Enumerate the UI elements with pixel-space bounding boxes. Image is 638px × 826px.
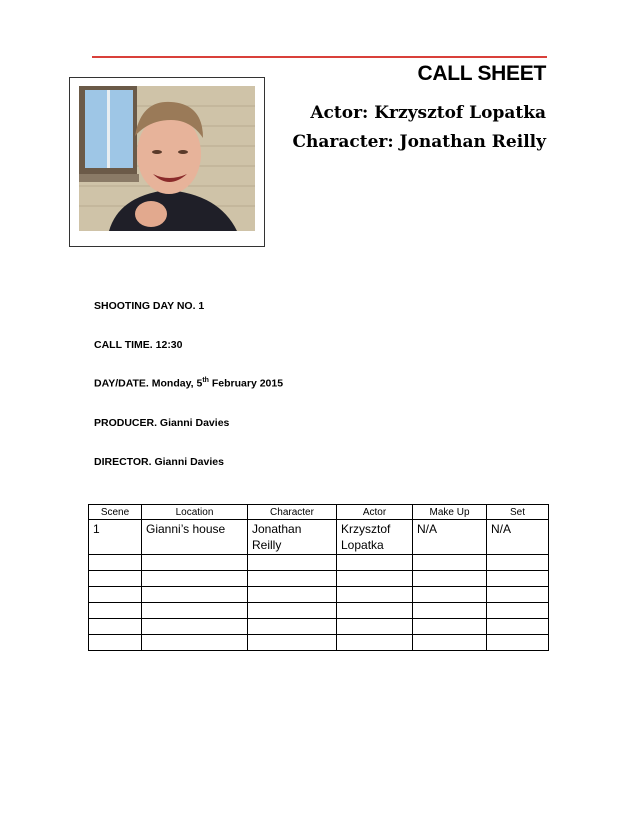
cell-empty [337,571,413,587]
cell-empty [142,603,248,619]
cell-empty [142,571,248,587]
day-date-ordinal: th [202,377,209,384]
day-date-prefix: DAY/DATE. Monday, 5 [94,377,203,390]
header-set: Set [487,505,549,520]
actor-photo [79,86,255,231]
actor-name-heading: Actor: Krzysztof Lopatka [310,103,546,123]
cell-empty [413,603,487,619]
cell-empty [487,587,549,603]
cell-empty [337,587,413,603]
cell-empty [487,619,549,635]
cell-empty [413,555,487,571]
table-header-row [89,505,549,520]
cell-empty [487,555,549,571]
header-scene: Scene [89,505,142,520]
table-row [89,520,549,555]
cell-empty [337,619,413,635]
character-name-heading: Character: Jonathan Reilly [292,132,546,152]
shooting-day: SHOOTING DAY NO. 1 [94,300,205,312]
cell-character: Jonathan Reilly [248,520,337,555]
cell-empty [337,555,413,571]
cell-empty [413,571,487,587]
cell-empty [413,587,487,603]
cell-empty [248,619,337,635]
cell-empty [413,619,487,635]
cell-empty [142,555,248,571]
cell-empty [487,571,549,587]
table-row [89,603,549,619]
header-rule [92,56,547,58]
call-time: CALL TIME. 12:30 [94,339,183,351]
cell-empty [89,571,142,587]
header-location: Location [142,505,248,520]
cell-empty [487,635,549,651]
cell-scene: 1 [89,520,142,555]
header-character: Character [248,505,337,520]
table-row [89,619,549,635]
table-row [89,555,549,571]
cell-actor: Krzysztof Lopatka [337,520,413,555]
cell-empty [413,635,487,651]
cell-empty [248,587,337,603]
director: DIRECTOR. Gianni Davies [94,456,224,468]
day-date [94,377,283,390]
cell-empty [487,603,549,619]
cell-set: N/A [487,520,549,555]
cell-empty [248,571,337,587]
table-row [89,635,549,651]
table-row [89,571,549,587]
cell-empty [248,635,337,651]
header-actor: Actor [337,505,413,520]
day-date-suffix: February 2015 [208,377,284,390]
producer: PRODUCER. Gianni Davies [94,417,230,429]
table-row [89,587,549,603]
actor-photo-frame [69,77,265,247]
scene-table [88,504,549,651]
cell-make-up: N/A [413,520,487,555]
header-make-up: Make Up [413,505,487,520]
cell-empty [142,635,248,651]
cell-empty [89,619,142,635]
cell-empty [142,587,248,603]
cell-location: Gianni’s house [142,520,248,555]
cell-empty [248,603,337,619]
cell-empty [248,555,337,571]
cell-empty [89,635,142,651]
cell-empty [337,635,413,651]
cell-empty [89,587,142,603]
cell-empty [142,619,248,635]
cell-empty [89,603,142,619]
cell-empty [89,555,142,571]
cell-empty [337,603,413,619]
call-sheet-title: CALL SHEET [417,62,546,85]
